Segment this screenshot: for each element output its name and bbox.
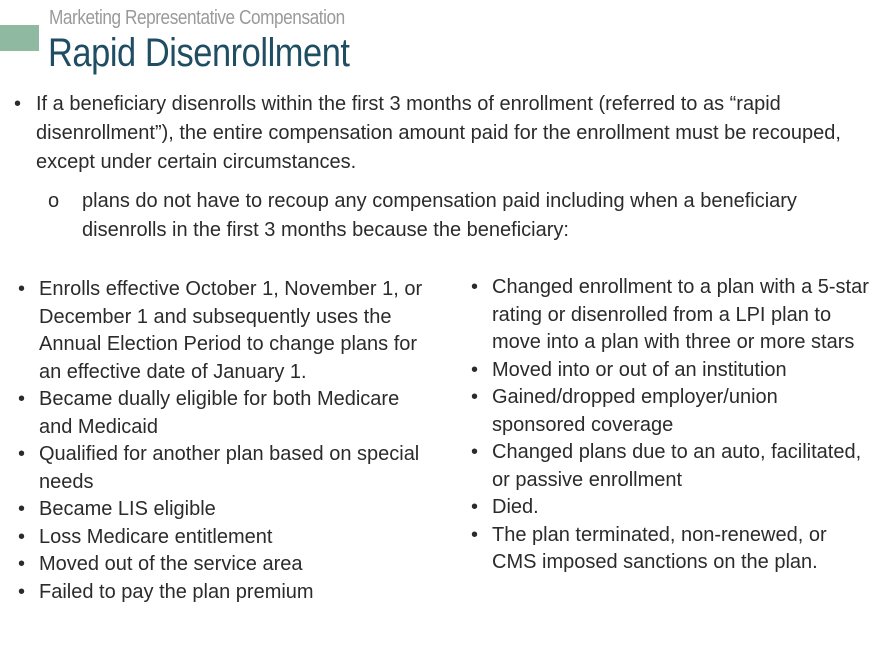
list-item	[18, 551, 438, 579]
list-item-text: Qualified for another plan based on special needs	[39, 443, 420, 493]
list-item	[471, 357, 871, 385]
bullet-icon: •	[471, 523, 479, 546]
bullet-icon: •	[18, 498, 26, 520]
list-item-text: Gained/dropped employer/union sponsored coverage	[492, 386, 778, 436]
list-item	[18, 441, 438, 496]
bullet-icon: •	[14, 93, 22, 115]
bullet-icon: •	[18, 553, 26, 575]
list-item	[18, 386, 438, 441]
bullet-icon: •	[471, 441, 479, 463]
list-item-text: Loss Medicare entitlement	[39, 525, 273, 548]
list-item	[471, 439, 871, 494]
sub-bullet-icon: o	[48, 190, 60, 212]
section-subtitle: Marketing Representative Compensation	[49, 7, 345, 29]
list-item-text: Changed enrollment to a plan with a 5-star rating or disenrolled from a LPI plan to move into a plan with three or more stars	[492, 276, 869, 353]
intro-section	[14, 90, 844, 245]
intro-sub-bullet-text: plans do not have to recoup any compensation paid including when a beneficiary disenrolls in the first 3 months because the beneficiary:	[82, 190, 797, 241]
list-item	[18, 496, 438, 524]
list-item-text: Changed plans due to an auto, facilitated, or passive enrollment	[492, 441, 862, 491]
bullet-icon: •	[471, 358, 479, 381]
right-exception-list	[471, 274, 871, 577]
page-title: Rapid Disenrollment	[48, 31, 350, 75]
list-item	[471, 522, 871, 577]
list-item	[471, 274, 871, 357]
bullet-icon: •	[18, 388, 26, 410]
title-accent-bar	[0, 25, 39, 51]
left-exception-list	[18, 276, 438, 606]
list-item	[471, 384, 871, 439]
list-item-text: Failed to pay the plan premium	[39, 580, 314, 603]
list-item-text: Moved into or out of an institution	[492, 358, 787, 381]
list-item	[18, 579, 438, 607]
bullet-icon: •	[471, 276, 479, 298]
list-item	[471, 494, 871, 522]
bullet-icon: •	[18, 443, 26, 465]
list-item-text: Moved out of the service area	[39, 553, 303, 575]
list-item-text: Died.	[492, 496, 539, 518]
bullet-icon: •	[18, 525, 26, 548]
bullet-icon: •	[18, 580, 26, 603]
intro-sub-bullet	[48, 187, 844, 245]
bullet-icon: •	[471, 386, 479, 408]
list-item-text: Enrolls effective October 1, November 1, or December 1 and subsequently uses the Annual Election Period to change plans for an effective date of January 1.	[39, 278, 423, 383]
bullet-icon: •	[18, 278, 26, 300]
list-item	[18, 524, 438, 552]
list-item-text: Became dually eligible for both Medicare and Medicaid	[39, 388, 400, 438]
list-item	[18, 276, 438, 386]
intro-bullet-text: If a beneficiary disenrolls within the first 3 months of enrollment (referred to as “rapid disenrollment”), the entire compensation amount paid for the enrollment must be recouped, except under certain circumstances.	[36, 93, 841, 173]
bullet-icon: •	[471, 496, 479, 518]
list-item-text: The plan terminated, non-renewed, or CMS imposed sanctions on the plan.	[492, 523, 827, 573]
list-item-text: Became LIS eligible	[39, 498, 216, 520]
intro-bullet	[14, 90, 844, 177]
